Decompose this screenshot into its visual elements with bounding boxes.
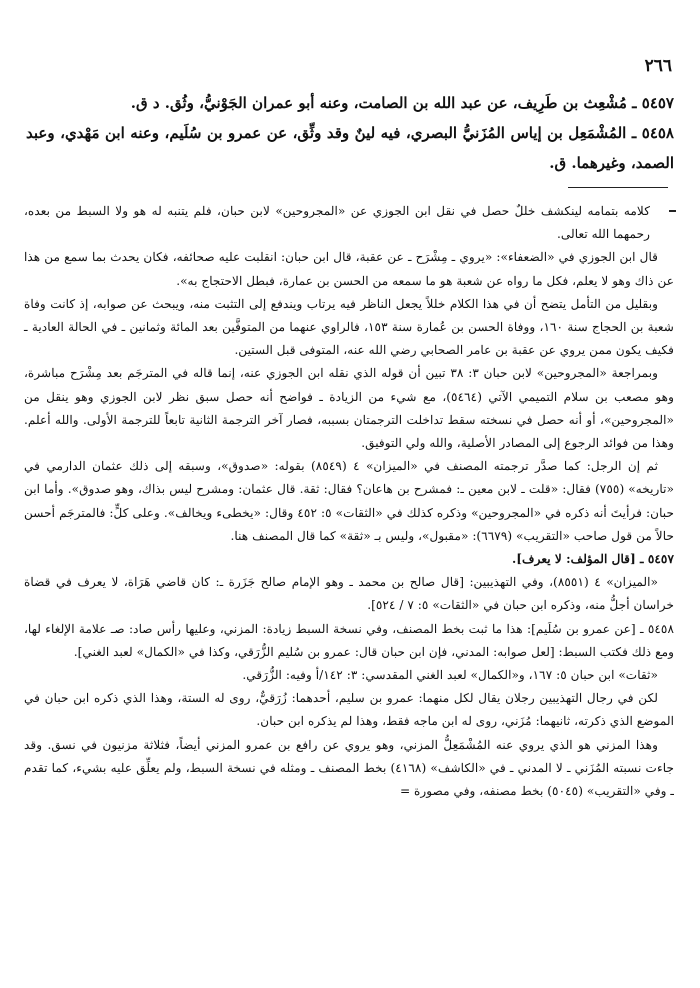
note-heading-5457: ٥٤٥٧ ـ [قال المؤلف: لا يعرف].: [512, 552, 674, 567]
footnotes: [24, 200, 674, 803]
note-paragraph: قال ابن الجوزي في «الضعفاء»: «يروي ـ مِشْرَح ـ عن عقبة، قال ابن حبان: انقلبت عليه صحائفه، فكان يحدث بما سمع من هذا عن ذاك وهو لا يعلم، فكل ما رواه عن شعبة هو ما سمعه من الحسن بن عمارة، فبطل الاحتجاج به».: [24, 250, 674, 288]
entry-5458: ٥٤٥٨ ـ المُشْمَعِل بن إياس المُزَنيُّ البصري، فيه لينٌ وقد وثِّق، عن عمرو بن سُلَيم، وعنه ابن مَهْدي، وعبد الصمد، وغيرهما. ق.: [26, 124, 674, 172]
note-paragraph-5457: «الميزان» ٤ (٨٥٥١)، وفي التهذيبين: [قال صالح بن محمد ـ وهو الإمام صالح جَزَرة ـ: كان قاضي هَرَاة، لا يعرف في قضاة خراسان أجلُّ منه، وذكره ابن حبان في «الثقات» ٥: ٧ / ٥٢٤].: [24, 575, 674, 613]
note-paragraph-5458: لكن في رجال التهذيبين رجلان يقال لكل منهما: عمرو بن سليم، أحدهما: زُرَقيٌّ، روى له الستة، وهذا الذي ذكره ابن حبان في الموضع الذي ذكرته، ثانيهما: مُزَني، روى له ابن ماجه فقط، وهذا لم يذكره ابن حبان.: [24, 691, 674, 729]
main-entries: [26, 88, 674, 178]
note-paragraph-5458: وهذا المزني هو الذي يروي عنه المُشْمَعِلُّ المزني، وهو يروي عن رافع بن عمرو المزني أيضاً، فثلاثة مزنيون في نسق. وقد جاءت نسبته المُزَني ـ لا المدني ـ في «الكاشف» (٤١٦٨) بخط المصنف ـ ومثله في نسخة السبط، ولم يعلِّق عليه بشيء، كما تقدم ـ وفي «التقريب» (٥٠٤٥) بخط مصنفه، وفي مصورة =: [24, 737, 674, 799]
note-continuation: [24, 200, 674, 246]
note-paragraph: وبقليل من التأمل يتضح أن في هذا الكلام خللاً يجعل الناظر فيه يرتاب ويندفع إلى التثبت منه، ويبحث عن صوابه، إذ كانت وفاة شعبة بن الحجاج سنة ١٦٠، ووفاة الحسن بن عُمارة سنة ١٥٣، فالراوي عنهما من المتوفَّين بعد المائة وثمانين ـ في الحالة العادية ـ فكيف يكون ممن يروي عن عقبة بن عامر الصحابي رضي الله عنه، المتوفى قبل الستين.: [24, 296, 674, 358]
continuation-dash-icon: [669, 210, 676, 212]
note-heading-5458: ٥٤٥٨ ـ [عن عمرو بن سُلَيم]: هذا ما ثبت بخط المصنف، وفي نسخة السبط زيادة: المزني، وعليها رأس صاد: صـ علامة الإلغاء لها، ومع ذلك فكتب السبط: [لعل صوابه: المدني، فإن ابن حبان قال: عمرو بن سُليم الزُّرَقي، وكذا في «الكمال» لعبد الغني].: [24, 621, 674, 659]
note-paragraph: كلامه بتمامه لينكشف خللٌ حصل في نقل ابن الجوزي عن «المجروحين» لابن حبان، فلم يتنبه له هو ولا السبط من بعده، رحمهما الله تعالى.: [24, 204, 650, 242]
note-paragraph-5458: «ثقات» ابن حبان ٥: ١٦٧، و«الكمال» لعبد الغني المقدسي: ٣: ١٤٢/أ وفيه: الزُّرَقي.: [242, 668, 658, 683]
entry-5457: ٥٤٥٧ ـ مُشْعِث بن طَرِيف، عن عبد الله بن الصامت، وعنه أبو عمران الجَوْنيُّ، وثُق. د ق.: [130, 94, 674, 112]
page-number: ٢٦٦: [644, 56, 672, 76]
note-paragraph: وبمراجعة «المجروحين» لابن حبان ٣: ٣٨ تبين أن قوله الذي نقله ابن الجوزي عنه، إنما قاله في المترجَم بعد مِشْرَح مباشرة، وهو مصعب بن سلام التميمي الآتي (٥٤٦٤)، مع شيء من الزيادة ـ فواضح أنه حصل سبق نظر لابن الجوزي وهو ينقل من «المجروحين»، أو أنه حصل في نسخته سقط تداخلت الترجمتان بسببه، فصار آخر الترجمة الثانية تابعاً للترجمة الأولى. والله أعلم. وهذا من فوائد الرجوع إلى المصادر الأصلية، والله ولي التوفيق.: [24, 366, 674, 451]
footnote-separator: [568, 187, 668, 188]
note-paragraph: ثم إن الرجل: كما صدَّر ترجمته المصنف في «الميزان» ٤ (٨٥٤٩) بقوله: «صدوق»، وسبقه إلى ذلك عثمان الدارمي في «تاريخه» (٧٥٥) فقال: «قلت ـ لابن معين ـ: فمشرح بن هاعان؟ فقال: ثقة. قال عثمان: ومشرح ليس بذاك، وهو صدوق». وأما ابن حبان: فرأيتَ أنه ذكره في «المجروحين» وذكره كذلك في «الثقات» ٥: ٤٥٢ وقال: «يخطىء ويخالف». وعلى كلٍّ: فالمترجَم أحسن حالاً من قول صاحب «التقريب» (٦٦٧٩): «مقبول»، وليس بـ «ثقة» كما قال المصنف هنا.: [24, 459, 674, 543]
